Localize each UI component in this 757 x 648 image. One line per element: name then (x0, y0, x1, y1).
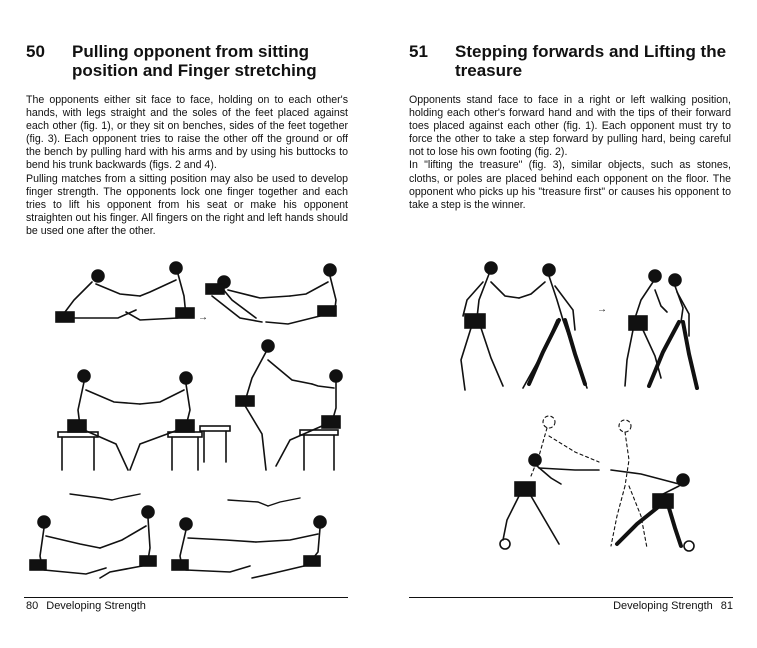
section-number: 50 (26, 42, 45, 61)
figure-4-bench-pull (236, 340, 342, 470)
figure-3-bench-pull (58, 370, 230, 470)
wrestling-illustrations-left (0, 0, 378, 648)
footer-rule (409, 597, 733, 598)
figure-5-finger-pull (30, 506, 156, 578)
page-footer (26, 599, 146, 613)
figure-3-dashed-positions (531, 416, 647, 548)
paragraph-2: Pulling matches from a sitting position may also be used to develop finger strength. The opponents lock one finger together and each tries to lift his opponent from his seat or make his opponent straighten out his finger. All fingers on the right and left hands should be used one after the other. (26, 172, 348, 237)
title-line-1: Pulling opponent from sitting (72, 42, 310, 61)
figure-2-sitting-pull (206, 264, 336, 324)
paragraph-1: Opponents stand face to face in a right or left walking position, holding each other's forward hand and with the tips of their forward toes placed against each other (fig. 1). Each opponent must try to force the other to take a step forward by pulling hard, being careful not to lose his own footing (fig. 2). (409, 94, 731, 159)
title-line-2: treasure (455, 61, 523, 80)
figure-2-stepping (625, 270, 697, 388)
title-line-2: position and Finger stretching (72, 61, 317, 80)
wrestling-illustrations-right (379, 0, 757, 648)
right-page (379, 0, 757, 648)
figure-3-lifting-treasure (500, 454, 694, 551)
paragraph-1: The opponents either sit face to face, holding on to each other's hands, with legs straight and the soles of the feet placed against each other (fig. 1), or they sit on benches, sides of the feet together (fig. 3). Each opponent tries to raise the other off the ground or off the bench by pulling hard with his arms and by using his buttocks to bend his trunk backwards (figs. 2 and 4). (26, 94, 348, 172)
running-footer-label: Developing Strength (46, 600, 146, 612)
paragraph-2: In "lifting the treasure" (fig. 3), similar objects, such as stones, cloths, or poles are placed behind each opponent on the floor. The opponent who picks up his "treasure first" or causes his opponent to take a step is the winner. (409, 159, 731, 211)
title-line-1: Stepping forwards and Lifting the (455, 42, 727, 61)
page-number: 81 (720, 600, 733, 612)
figure-1-stepping (461, 262, 587, 390)
page-footer (613, 599, 733, 613)
figure-6-finger-pull (172, 516, 326, 578)
finger-lock-detail-left (70, 494, 300, 506)
left-page (0, 0, 378, 648)
section-number: 51 (409, 42, 428, 61)
sequence-arrow: → (198, 312, 208, 323)
footer-rule (24, 597, 348, 598)
running-footer-label: Developing Strength (613, 600, 713, 612)
sequence-arrow: → (597, 304, 607, 315)
page-number: 80 (26, 600, 39, 612)
figure-1-sitting-pull (56, 262, 194, 322)
